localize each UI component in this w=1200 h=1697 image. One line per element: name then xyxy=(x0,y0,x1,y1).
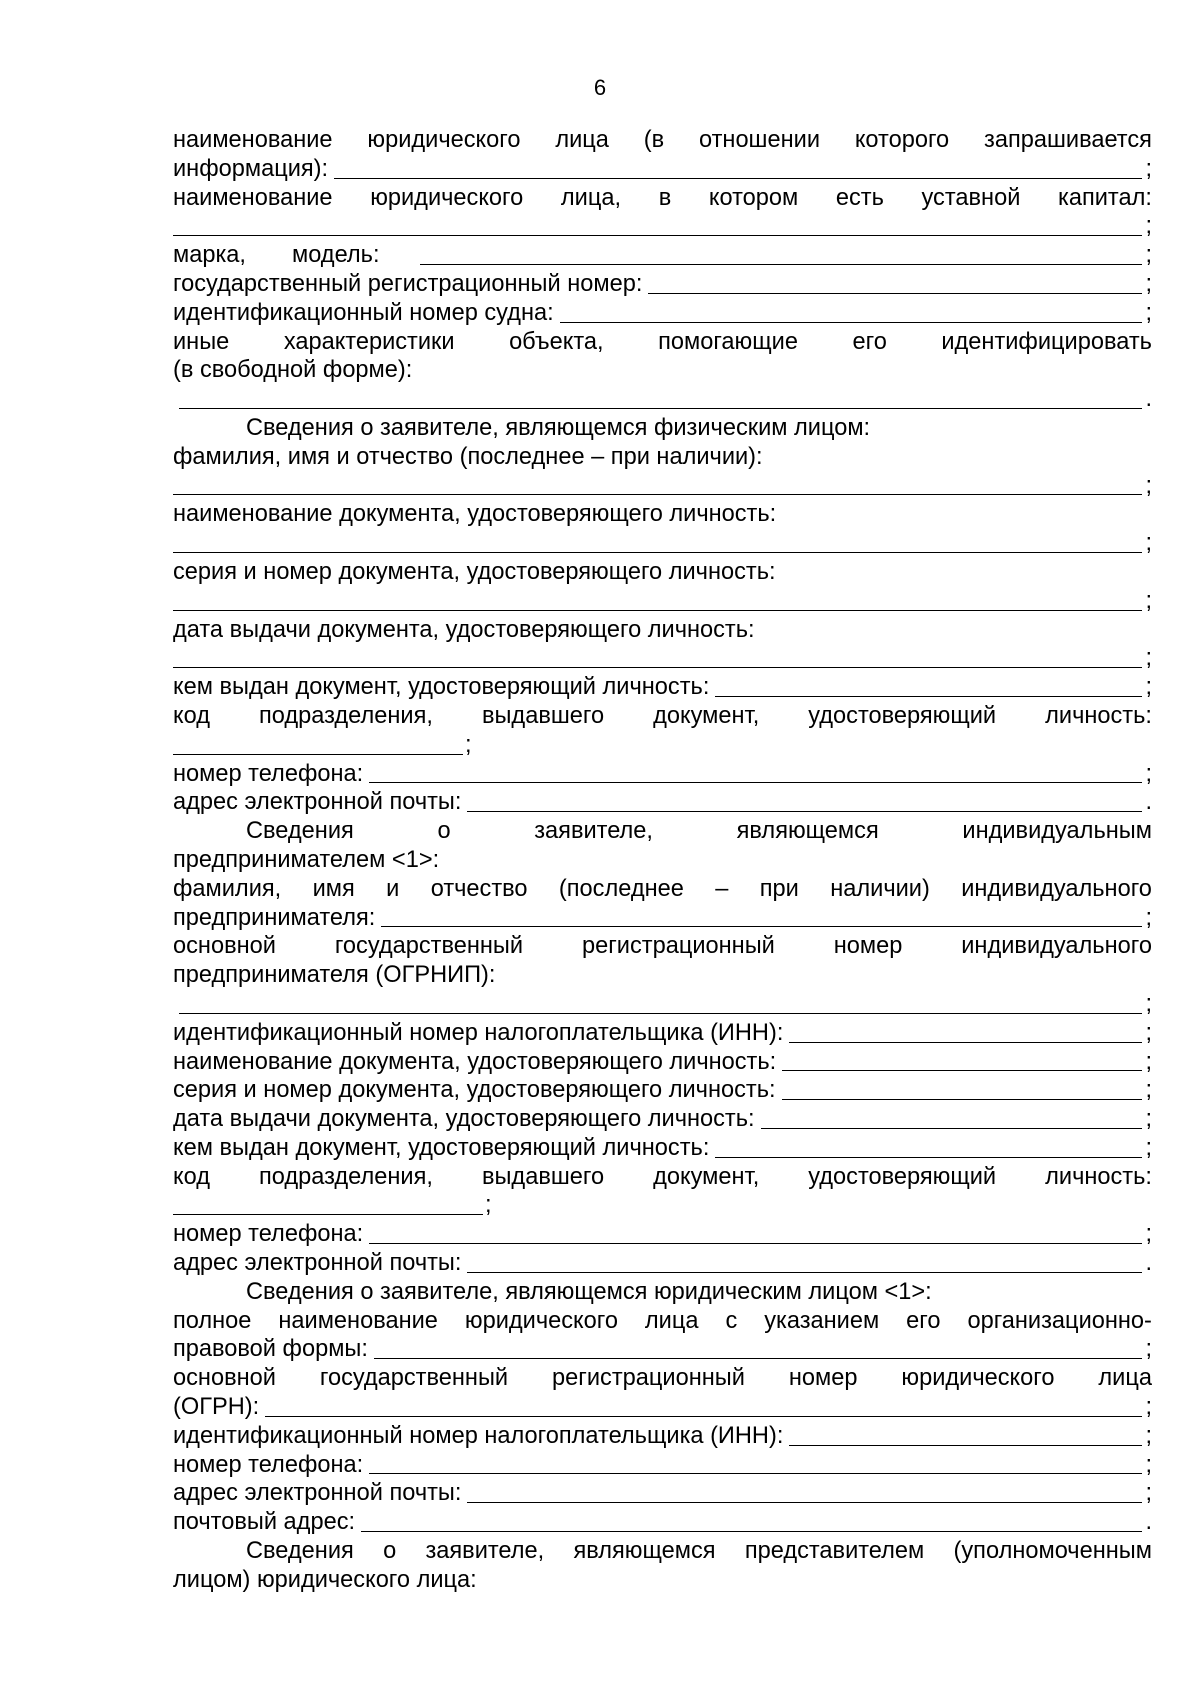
field-label: марка, xyxy=(173,242,246,269)
field-label: фамилия, имя и отчество (последнее – при наличии): xyxy=(173,443,763,470)
word: юридического xyxy=(370,184,524,211)
blank-field[interactable] xyxy=(173,667,1142,668)
form-line xyxy=(173,328,1152,357)
word: номер xyxy=(833,933,903,960)
word: имя xyxy=(312,875,355,902)
form-line xyxy=(173,126,1152,155)
field-label: адрес электронной почты: xyxy=(173,1250,462,1277)
field-label: номер телефона: xyxy=(173,1451,364,1478)
blank-field[interactable] xyxy=(173,754,463,755)
blank-field[interactable] xyxy=(467,1272,1142,1273)
section-heading xyxy=(173,1537,1152,1566)
punctuation: ; xyxy=(1145,587,1152,614)
word: личность: xyxy=(1045,702,1152,729)
word: номер xyxy=(788,1365,858,1392)
word: удостоверяющий xyxy=(808,702,997,729)
word: наименование xyxy=(278,1307,438,1334)
form-line xyxy=(173,1508,1152,1537)
field-label: предпринимателя: xyxy=(173,904,376,931)
word: государственный xyxy=(334,933,524,960)
form-line xyxy=(173,587,1152,616)
field-label: лицом) юридического лица: xyxy=(173,1566,477,1593)
form-line xyxy=(173,1249,1152,1278)
word: организационно- xyxy=(967,1307,1152,1334)
form-line xyxy=(173,1451,1152,1480)
punctuation: . xyxy=(1145,789,1152,816)
form-line xyxy=(173,616,1152,645)
form-line xyxy=(173,1048,1152,1077)
blank-field[interactable] xyxy=(715,1157,1142,1158)
field-label: (ОГРН): xyxy=(173,1394,260,1421)
word: подразделения, xyxy=(258,702,433,729)
word: есть xyxy=(835,184,884,211)
field-label: информация): xyxy=(173,155,329,182)
blank-field[interactable] xyxy=(381,926,1142,927)
form-line xyxy=(173,846,1152,875)
blank-field[interactable] xyxy=(179,1013,1142,1014)
word: удостоверяющий xyxy=(808,1163,997,1190)
word: фамилия, xyxy=(173,875,282,902)
word: наименование xyxy=(173,184,333,211)
punctuation: ; xyxy=(1145,1019,1152,1046)
word: котором xyxy=(708,184,799,211)
punctuation: ; xyxy=(1145,213,1152,240)
form-line xyxy=(173,155,1152,184)
form-line xyxy=(173,299,1152,328)
word: документ, xyxy=(653,1163,760,1190)
word: уставной xyxy=(921,184,1021,211)
field-label: идентификационный номер судна: xyxy=(173,299,554,326)
word: личность: xyxy=(1045,1163,1152,1190)
punctuation: ; xyxy=(1145,1106,1152,1133)
blank-field[interactable] xyxy=(173,610,1142,611)
form-line xyxy=(173,702,1152,731)
section-heading xyxy=(173,817,1152,846)
word: о xyxy=(437,818,451,845)
form-line xyxy=(173,1335,1152,1364)
form-line xyxy=(173,212,1152,241)
field-label: серия и номер документа, удостоверяющего личность: xyxy=(173,1077,776,1104)
form-line xyxy=(173,270,1152,299)
word: капитал: xyxy=(1058,184,1152,211)
form-line xyxy=(173,1105,1152,1134)
blank-field[interactable] xyxy=(467,811,1142,812)
word: основной xyxy=(173,933,276,960)
form-line xyxy=(173,1393,1152,1422)
punctuation: ; xyxy=(1145,645,1152,672)
form-line xyxy=(173,443,1152,472)
word: его xyxy=(906,1307,941,1334)
punctuation: ; xyxy=(1145,530,1152,557)
word: лица xyxy=(555,127,609,153)
blank-field[interactable] xyxy=(467,1502,1142,1503)
word: Сведения xyxy=(246,1538,354,1565)
blank-field[interactable] xyxy=(173,235,1142,236)
punctuation: ; xyxy=(485,1192,492,1219)
word: документ, xyxy=(653,702,760,729)
form-line xyxy=(173,1191,1152,1220)
blank-field[interactable] xyxy=(369,782,1142,783)
word: наименование xyxy=(173,127,333,153)
punctuation: . xyxy=(1145,1250,1152,1277)
word: отчество xyxy=(430,875,528,902)
blank-field[interactable] xyxy=(782,1099,1143,1100)
punctuation: ; xyxy=(1145,1451,1152,1478)
word: регистрационный xyxy=(581,933,775,960)
form-line xyxy=(173,961,1152,990)
blank-field[interactable] xyxy=(369,1243,1142,1244)
word: при xyxy=(759,875,799,902)
word: лица, xyxy=(560,184,622,211)
punctuation: ; xyxy=(1145,1077,1152,1104)
field-label: почтовый адрес: xyxy=(173,1509,356,1536)
field-label: дата выдачи документа, удостоверяющего личность: xyxy=(173,616,755,643)
blank-field[interactable] xyxy=(761,1128,1143,1129)
word: юридического xyxy=(901,1365,1055,1392)
form-line xyxy=(173,529,1152,558)
form-line xyxy=(173,356,1152,385)
field-label: дата выдачи документа, удостоверяющего личность: xyxy=(173,1106,755,1133)
form-line xyxy=(173,1307,1152,1336)
form-line xyxy=(173,1134,1152,1163)
blank-field[interactable] xyxy=(789,1042,1142,1043)
punctuation: ; xyxy=(1145,242,1152,269)
word: (последнее xyxy=(558,875,684,902)
form-line xyxy=(173,788,1152,817)
form-line xyxy=(173,1422,1152,1451)
section-heading-text: Сведения о заявителе, являющемся юридическим лицом <1>: xyxy=(246,1278,932,1305)
word: подразделения, xyxy=(258,1163,433,1190)
form-line xyxy=(173,1566,1152,1595)
section-heading xyxy=(173,414,1152,443)
form-line xyxy=(173,990,1152,1019)
punctuation: ; xyxy=(1145,155,1152,182)
form-line xyxy=(173,760,1152,789)
field-label: наименование документа, удостоверяющего личность: xyxy=(173,501,777,528)
form-line xyxy=(173,385,1152,414)
field-label: кем выдан документ, удостоверяющий личность: xyxy=(173,674,710,701)
word: указанием xyxy=(764,1307,880,1334)
form-line xyxy=(173,1076,1152,1105)
blank-field[interactable] xyxy=(782,1070,1142,1071)
word: объекта, xyxy=(509,328,604,355)
word: Сведения xyxy=(246,818,354,845)
word: отношении xyxy=(699,127,820,153)
field-label: предпринимателя (ОГРНИП): xyxy=(173,962,496,989)
form-line xyxy=(173,1163,1152,1192)
form-line xyxy=(173,1364,1152,1393)
form-line xyxy=(173,673,1152,702)
word: (в xyxy=(643,127,665,153)
field-label: серия и номер документа, удостоверяющего личность: xyxy=(173,558,776,585)
field-label: модель: xyxy=(291,242,380,269)
blank-field[interactable] xyxy=(715,696,1142,697)
word: помогающие xyxy=(658,328,798,355)
word: регистрационный xyxy=(552,1365,745,1392)
field-label: идентификационный номер налогоплательщика (ИНН): xyxy=(173,1422,784,1449)
form-line xyxy=(173,1019,1152,1048)
field-label: идентификационный номер налогоплательщика (ИНН): xyxy=(173,1019,784,1046)
form-line xyxy=(173,932,1152,961)
word: индивидуальным xyxy=(962,818,1152,845)
word: являющемся xyxy=(736,818,879,845)
punctuation: ; xyxy=(1145,472,1152,499)
word: основной xyxy=(173,1365,276,1392)
punctuation: ; xyxy=(1145,904,1152,931)
form-line xyxy=(173,904,1152,933)
word: заявителе, xyxy=(534,818,653,845)
blank-field[interactable] xyxy=(374,1358,1143,1359)
word: запрашивается xyxy=(984,127,1152,153)
word: лица xyxy=(644,1307,699,1334)
blank-field[interactable] xyxy=(173,552,1142,553)
page-number: 6 xyxy=(593,75,607,100)
punctuation: ; xyxy=(1145,1048,1152,1075)
word: юридического xyxy=(367,127,521,153)
field-label: правовой формы: xyxy=(173,1336,368,1363)
blank-field[interactable] xyxy=(361,1531,1142,1532)
section-heading-text: предпринимателем <1>: xyxy=(173,846,440,873)
word: с xyxy=(725,1307,738,1334)
blank-field[interactable] xyxy=(648,293,1142,294)
form-line xyxy=(173,500,1152,529)
word: юридического xyxy=(464,1307,618,1334)
punctuation: ; xyxy=(1145,1394,1152,1421)
punctuation: ; xyxy=(1145,674,1152,701)
word: код xyxy=(173,1163,210,1190)
field-label: адрес электронной почты: xyxy=(173,789,462,816)
word: и xyxy=(386,875,400,902)
field-label: (в свободной форме): xyxy=(173,357,413,384)
form-line xyxy=(173,875,1152,904)
form-line xyxy=(173,184,1152,213)
blank-field[interactable] xyxy=(560,322,1143,323)
word: о xyxy=(383,1538,397,1565)
field-label: номер телефона: xyxy=(173,760,364,787)
blank-field[interactable] xyxy=(173,494,1142,495)
word: его xyxy=(852,328,887,355)
word: являющемся xyxy=(573,1538,716,1565)
blank-field[interactable] xyxy=(789,1445,1142,1446)
word: выдавшего xyxy=(481,702,605,729)
word: (уполномоченным xyxy=(953,1538,1152,1565)
punctuation: . xyxy=(1145,386,1152,413)
word: иные xyxy=(173,328,230,355)
blank-field[interactable] xyxy=(265,1416,1142,1417)
form-line xyxy=(173,644,1152,673)
field-label: кем выдан документ, удостоверяющий личность: xyxy=(173,1134,710,1161)
word: код xyxy=(173,702,210,729)
punctuation: ; xyxy=(1145,1221,1152,1248)
field-label: наименование документа, удостоверяющего личность: xyxy=(173,1048,777,1075)
blank-field[interactable] xyxy=(420,264,1143,265)
punctuation: ; xyxy=(1145,760,1152,787)
punctuation: ; xyxy=(1145,1134,1152,1161)
word: идентифицировать xyxy=(941,328,1152,355)
word: характеристики xyxy=(283,328,455,355)
section-heading-text: Сведения о заявителе, являющемся физическим лицом: xyxy=(246,414,871,441)
form-body xyxy=(173,126,1152,1595)
field-label: номер телефона: xyxy=(173,1221,364,1248)
word: полное xyxy=(173,1307,252,1334)
punctuation: . xyxy=(1145,1509,1152,1536)
word: выдавшего xyxy=(481,1163,605,1190)
word: заявителе, xyxy=(425,1538,545,1565)
blank-field[interactable] xyxy=(173,1214,483,1215)
punctuation: ; xyxy=(1145,299,1152,326)
word: государственный xyxy=(319,1365,509,1392)
punctuation: ; xyxy=(1145,1422,1152,1449)
punctuation: ; xyxy=(1145,270,1152,297)
word: лица xyxy=(1098,1365,1152,1392)
blank-field[interactable] xyxy=(334,178,1142,179)
punctuation: ; xyxy=(465,731,472,758)
form-line xyxy=(173,731,1152,760)
punctuation: ; xyxy=(1145,1336,1152,1363)
word: представителем xyxy=(744,1538,925,1565)
blank-field[interactable] xyxy=(369,1473,1142,1474)
word: в xyxy=(658,184,672,211)
form-line xyxy=(173,558,1152,587)
field-label: государственный регистрационный номер: xyxy=(173,270,643,297)
blank-field[interactable] xyxy=(179,408,1142,409)
form-line xyxy=(173,472,1152,501)
form-line xyxy=(173,1220,1152,1249)
word: индивидуального xyxy=(961,875,1152,902)
word: – xyxy=(715,875,729,902)
word: наличии) xyxy=(830,875,930,902)
section-heading xyxy=(173,1278,1152,1307)
field-label: адрес электронной почты: xyxy=(173,1480,462,1507)
punctuation: ; xyxy=(1145,990,1152,1017)
form-line xyxy=(173,1479,1152,1508)
punctuation: ; xyxy=(1145,1480,1152,1507)
word: индивидуального xyxy=(961,933,1152,960)
word: которого xyxy=(854,127,950,153)
form-line xyxy=(173,241,1152,270)
